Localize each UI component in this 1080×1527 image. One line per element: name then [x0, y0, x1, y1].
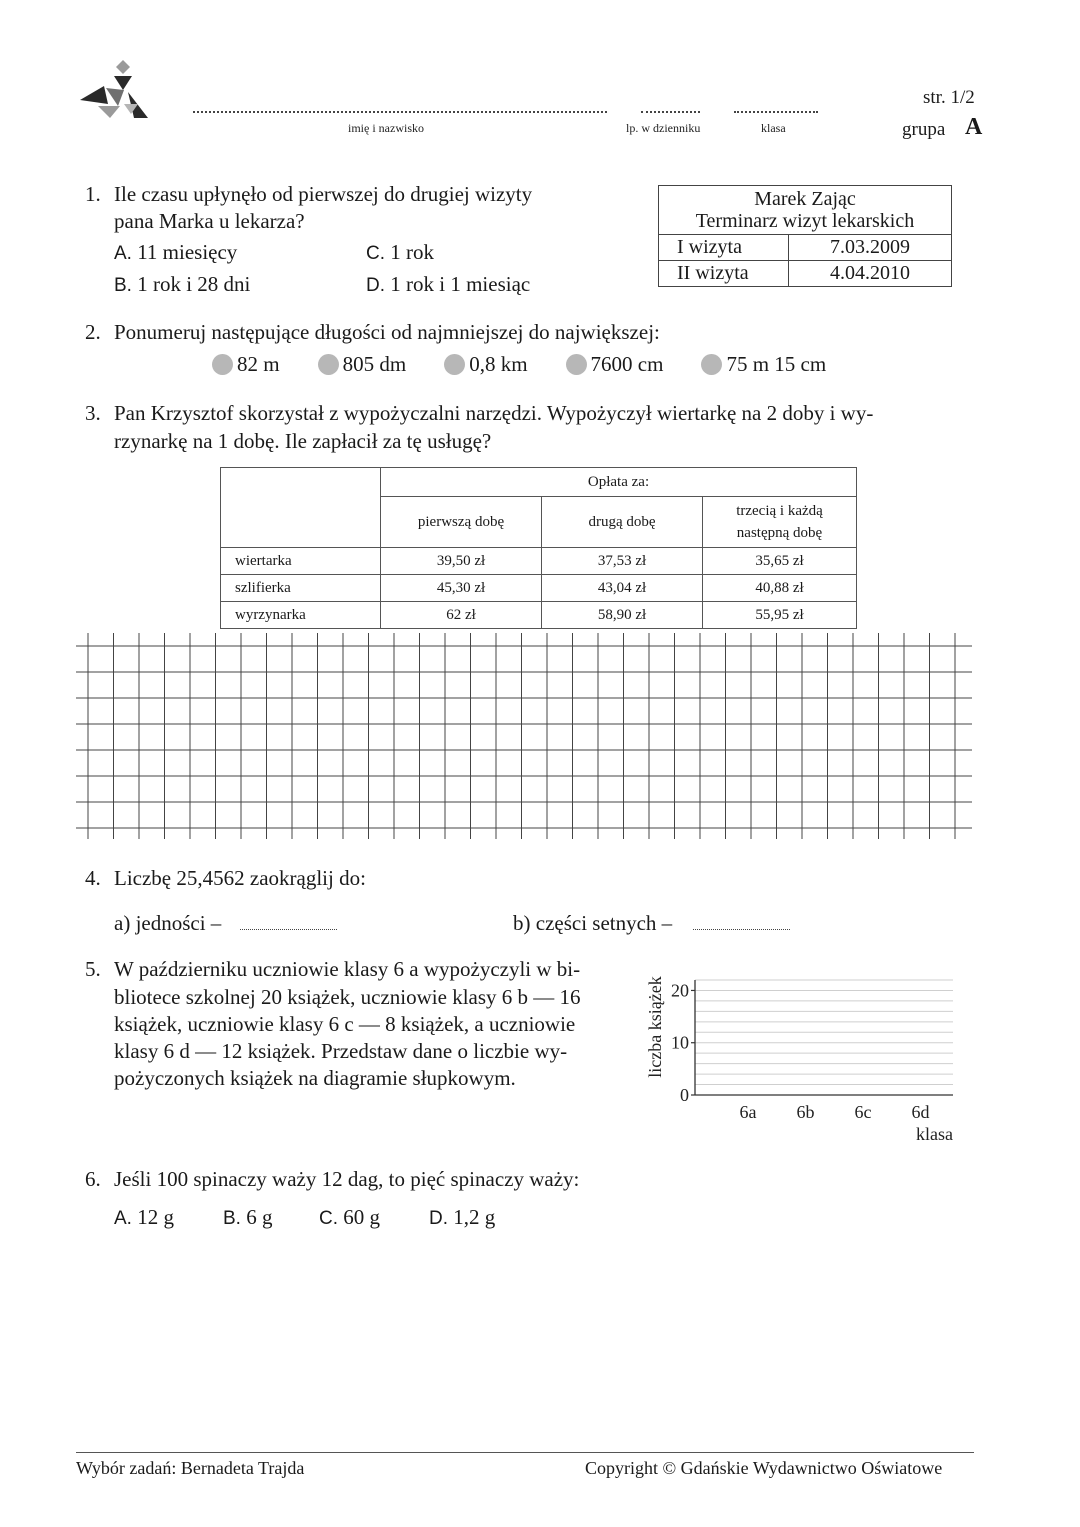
option-text: 12 g — [137, 1205, 174, 1229]
answer-circle-icon[interactable] — [444, 354, 465, 375]
length-item[interactable] — [212, 352, 280, 377]
x-tick-label: 6b — [796, 1102, 815, 1122]
q5-line: klasy 6 d — 12 książek. Przedstaw dane o liczbie wy- — [114, 1039, 568, 1063]
q4-number: 4. — [85, 866, 101, 890]
x-axis-label: klasa — [916, 1124, 953, 1144]
q4-part-b: b) części setnych – — [513, 911, 673, 935]
price-cell: 35,65 zł — [703, 548, 857, 575]
table-row — [221, 548, 857, 575]
y-axis-label: liczba książek — [645, 976, 665, 1078]
q5-line: książek, uczniowie klasy 6 c — 8 książek, a uczniowie — [114, 1012, 576, 1036]
price-cell: 37,53 zł — [542, 548, 703, 575]
answer-circle-icon[interactable] — [212, 354, 233, 375]
option-letter: D. — [429, 1208, 448, 1229]
x-tick-label: 6a — [739, 1102, 757, 1122]
answer-circle-icon[interactable] — [566, 354, 587, 375]
table-row — [221, 575, 857, 602]
length-item[interactable] — [444, 352, 527, 377]
group-label: grupa — [902, 119, 946, 140]
q4-part-a: a) jedności – — [114, 911, 222, 935]
q1-text-line2: pana Marka u lekarza? — [114, 209, 305, 233]
price-cell: 58,90 zł — [542, 602, 703, 629]
visit-label: II wizyta — [659, 261, 789, 287]
table-row — [659, 235, 952, 261]
q2-number: 2. — [85, 320, 101, 344]
length-value: 82 m — [237, 352, 280, 376]
price-cell: 40,88 zł — [703, 575, 857, 602]
visit-date: 4.04.2010 — [789, 261, 952, 287]
option-letter: C. — [319, 1208, 338, 1229]
q1-text-line1: Ile czasu upłynęło od pierwszej do drugiej wizyty — [114, 182, 533, 206]
tool-name: szlifierka — [221, 575, 381, 602]
rental-price-table — [220, 467, 857, 629]
column-header: drugą dobę — [542, 497, 703, 548]
y-tick-label: 10 — [671, 1032, 689, 1053]
table-row — [659, 261, 952, 287]
option-letter: C. — [366, 243, 385, 264]
q5-line: bliotece szkolnej 20 książek, uczniowie klasy 6 b — 16 — [114, 985, 581, 1009]
register-number-field-label: lp. w dzienniku — [626, 121, 701, 135]
q5-line: W październiku uczniowie klasy 6 a wypożyczyli w bi- — [114, 957, 581, 981]
bar-chart[interactable] — [640, 965, 970, 1150]
column-header: pierwszą dobę — [381, 497, 542, 548]
y-tick-label: 0 — [680, 1085, 689, 1105]
q5-line: pożyczonych książek na diagramie słupkowym. — [114, 1066, 516, 1090]
q6-number: 6. — [85, 1167, 101, 1191]
price-cell: 62 zł — [381, 602, 542, 629]
length-item[interactable] — [318, 352, 407, 377]
option-text: 60 g — [343, 1205, 380, 1229]
visit-schedule-table — [658, 185, 952, 287]
name-field-label: imię i nazwisko — [348, 121, 424, 135]
option-letter: B. — [223, 1208, 241, 1229]
length-value: 0,8 km — [469, 352, 528, 376]
footer-divider — [76, 1452, 974, 1453]
q4-text: Liczbę 25,4562 zaokrąglij do: — [114, 866, 366, 890]
option-text: 1,2 g — [453, 1205, 496, 1229]
visit-date: 7.03.2009 — [789, 235, 952, 261]
answer-circle-icon[interactable] — [701, 354, 722, 375]
group-value: A — [965, 114, 983, 140]
column-header — [703, 497, 857, 548]
tool-name: wyrzynarka — [221, 602, 381, 629]
q4-answer-a-field[interactable] — [240, 929, 337, 930]
column-header-line2: następną dobę — [736, 525, 823, 541]
price-cell: 45,30 zł — [381, 575, 542, 602]
answer-grid[interactable] — [76, 633, 972, 839]
answer-circle-icon[interactable] — [318, 354, 339, 375]
q1-number: 1. — [85, 182, 101, 206]
option-letter: A. — [114, 1208, 132, 1229]
publisher-logo — [78, 60, 150, 122]
length-value: 805 dm — [342, 352, 407, 376]
price-group-header: Opłata za: — [381, 468, 857, 497]
price-cell: 39,50 zł — [381, 548, 542, 575]
q3-text-line2: rzynarkę na 1 dobę. Ile zapłacił za tę usługę? — [114, 429, 492, 453]
length-item[interactable] — [701, 352, 826, 377]
x-tick-label: 6d — [911, 1102, 930, 1122]
schedule-title-line1: Marek Zając — [754, 188, 856, 210]
option-text: 1 rok i 1 miesiąc — [390, 272, 531, 296]
price-cell: 55,95 zł — [703, 602, 857, 629]
option-letter: A. — [114, 243, 132, 264]
name-field-line[interactable] — [193, 111, 607, 113]
q1-option-c[interactable] — [366, 238, 434, 268]
tool-name: wiertarka — [221, 548, 381, 575]
q2-text: Ponumeruj następujące długości od najmniejszej do największej: — [114, 320, 660, 344]
option-letter: B. — [114, 275, 132, 296]
y-tick-label: 20 — [671, 980, 689, 1001]
q6-option-a[interactable] — [114, 1203, 174, 1233]
q1-option-a[interactable] — [114, 238, 237, 268]
length-item[interactable] — [566, 352, 664, 377]
x-tick-label: 6c — [854, 1102, 872, 1122]
option-text: 11 miesięcy — [137, 240, 238, 264]
length-value: 75 m 15 cm — [726, 352, 827, 376]
schedule-title-line2: Terminarz wizyt lekarskich — [695, 210, 915, 232]
q6-option-b[interactable] — [223, 1203, 272, 1233]
schedule-title — [659, 186, 952, 235]
q4-answer-b-field[interactable] — [693, 929, 790, 930]
empty-corner-cell — [221, 468, 381, 548]
q1-option-b[interactable] — [114, 270, 250, 300]
q3-text-line1: Pan Krzysztof skorzystał z wypożyczalni narzędzi. Wypożyczył wiertarkę na 2 doby i wy- — [114, 401, 874, 425]
q6-text: Jeśli 100 spinaczy waży 12 dag, to pięć spinaczy waży: — [114, 1167, 580, 1191]
option-text: 1 rok i 28 dni — [137, 272, 251, 296]
table-row — [221, 602, 857, 629]
footer-author: Wybór zadań: Bernadeta Trajda — [76, 1458, 305, 1478]
option-text: 6 g — [246, 1205, 273, 1229]
class-field-label: klasa — [761, 121, 786, 135]
page-number: str. 1/2 — [923, 87, 975, 108]
visit-label: I wizyta — [659, 235, 789, 261]
option-text: 1 rok — [390, 240, 434, 264]
length-value: 7600 cm — [590, 352, 664, 376]
q6-option-d[interactable] — [429, 1203, 495, 1233]
price-cell: 43,04 zł — [542, 575, 703, 602]
q1-option-d[interactable] — [366, 270, 530, 300]
register-number-field-line[interactable] — [641, 111, 700, 113]
q3-number: 3. — [85, 401, 101, 425]
q6-option-c[interactable] — [319, 1203, 380, 1233]
q5-number: 5. — [85, 957, 101, 981]
length-items — [212, 352, 860, 377]
option-letter: D. — [366, 275, 385, 296]
class-field-line[interactable] — [734, 111, 818, 113]
column-header-line1: trzecią i każdą — [736, 503, 823, 519]
footer-copyright: Copyright © Gdańskie Wydawnictwo Oświatowe — [585, 1458, 943, 1478]
